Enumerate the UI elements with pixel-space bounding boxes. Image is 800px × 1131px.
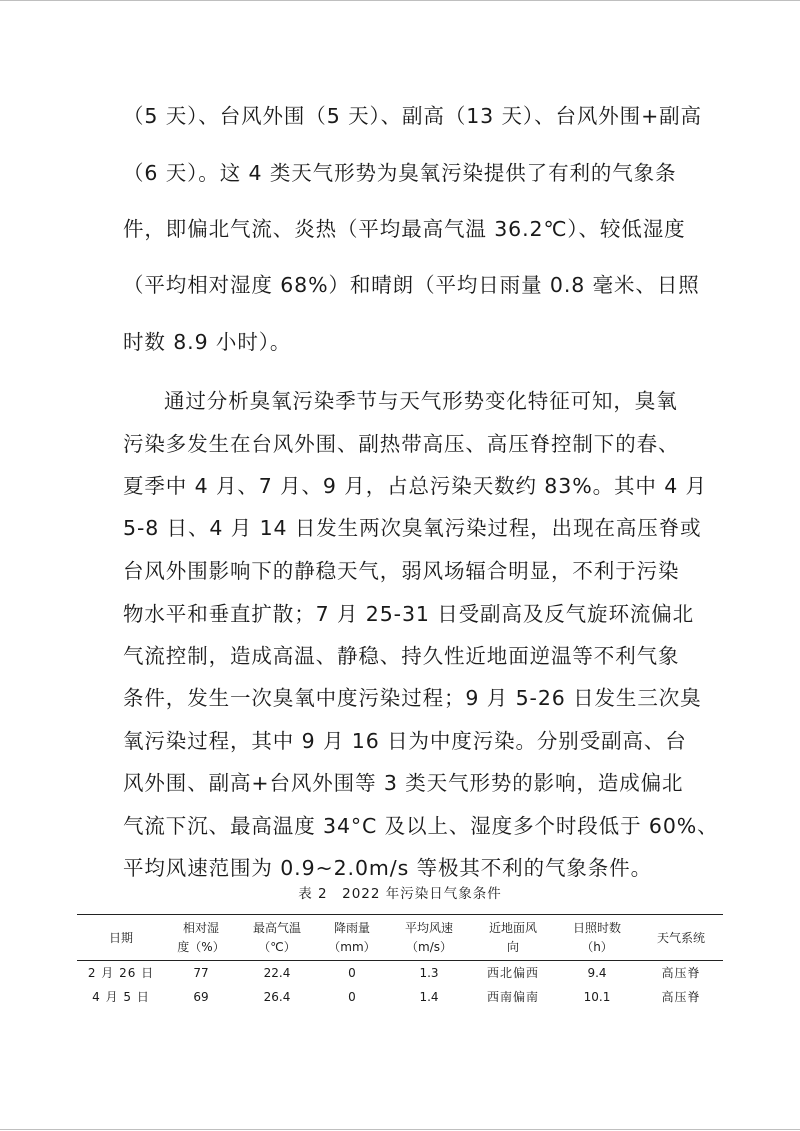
cell-humidity: 77 [193,966,209,980]
cell-max-temp: 22.4 [263,966,291,980]
cell-wind-speed: 1.4 [419,990,439,1004]
cell-wind-direction: 西北偏西 [486,966,539,980]
header-date: 日期 [77,915,165,961]
cell-wind-speed: 1.3 [419,966,439,980]
text-line: 风外围、副高+台风外围等 3 类天气形势的影响，造成偏北 [123,771,684,795]
header-weather-system: 天气系统 [639,915,723,961]
text-line: 时数 8.9 小时）。 [123,330,292,354]
cell-wind-direction: 西南偏南 [486,990,539,1004]
text-line: 5-8 日、4 月 14 日发生两次臭氧污染过程，出现在高压脊或 [123,516,702,540]
cell-sunshine: 9.4 [587,966,607,980]
cell-date: 4 月 5 日 [92,990,150,1004]
text-line: 台风外围影响下的静稳天气，弱风场辐合明显，不利于污染 [123,559,680,583]
text-line: 氧污染过程，其中 9 月 16 日为中度污染。分别受副高、台 [123,729,687,753]
text-line: 平均风速范围为 0.9~2.0m/s 等极其不利的气象条件。 [123,856,652,880]
table-caption: 表 2 2022 年污染日气象条件 [298,886,502,902]
header-sunshine: 日照时数 （h） [555,915,639,961]
page-bottom-rule [0,1129,800,1130]
text-line: 件，即偏北气流、炎热（平均最高气温 36.2℃）、较低湿度 [123,217,686,241]
table-row [77,985,723,1009]
header-wind-direction: 近地面风 向 [471,915,555,961]
text-line: 气流下沉、最高温度 34°C 及以上、湿度多个时段低于 60%、 [123,814,719,838]
text-line: （6 天）。这 4 类天气形势为臭氧污染提供了有利的气象条 [123,161,677,185]
text-line: 物水平和垂直扩散；7 月 25-31 日受副高及反气旋环流偏北 [123,602,695,626]
table-row [77,961,723,986]
text-line: （5 天）、台风外围（5 天）、副高（13 天）、台风外围+副高 [123,104,702,128]
cell-rainfall: 0 [348,990,356,1004]
text-line: 污染多发生在台风外围、副热带高压、高压脊控制下的春、 [123,432,680,456]
cell-weather-system: 高压脊 [661,990,701,1004]
text-line: 夏季中 4 月、7 月、9 月，占总污染天数约 83%。其中 4 月 [123,474,707,498]
header-rainfall: 降雨量 （mm） [317,915,387,961]
cell-humidity: 69 [193,990,209,1004]
cell-weather-system: 高压脊 [661,966,701,980]
cell-sunshine: 10.1 [583,990,611,1004]
cell-date: 2 月 26 日 [87,966,155,980]
text-line: 条件，发生一次臭氧中度污染过程；9 月 5-26 日发生三次臭 [123,686,702,710]
header-wind-speed: 平均风速 （m/s） [387,915,471,961]
text-line: 气流控制，造成高温、静稳、持久性近地面逆温等不利气象 [123,644,680,668]
text-line: 通过分析臭氧污染季节与天气形势变化特征可知，臭氧 [164,389,678,413]
header-humidity: 相对湿 度（%） [165,915,237,961]
cell-rainfall: 0 [348,966,356,980]
cell-max-temp: 26.4 [263,990,291,1004]
table-header-row [77,915,723,961]
weather-conditions-table [77,914,723,1009]
text-line: （平均相对湿度 68%）和晴朗（平均日雨量 0.8 毫米、日照 [123,273,700,297]
page-top-rule [0,0,800,1]
header-max-temp: 最高气温 （℃） [237,915,317,961]
